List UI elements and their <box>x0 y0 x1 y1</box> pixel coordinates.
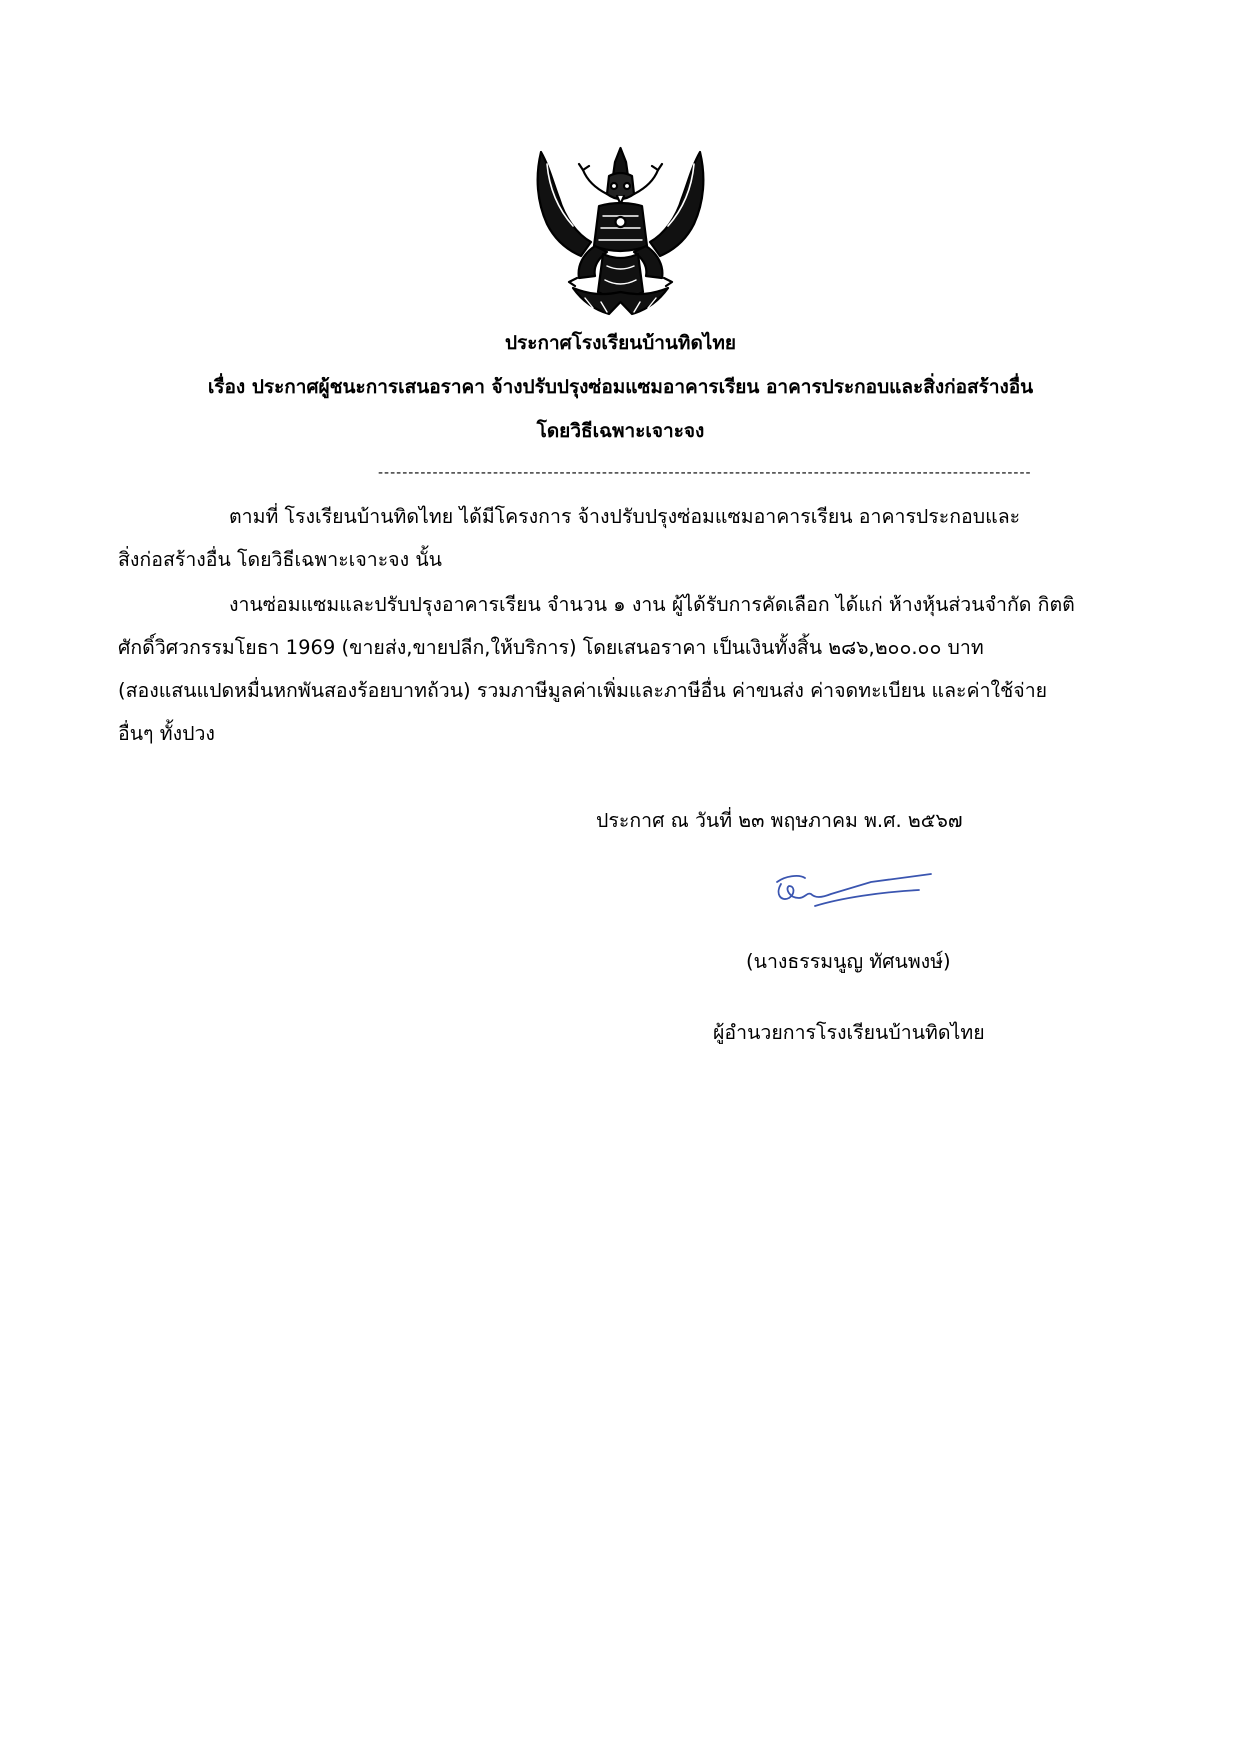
announcement-title: ประกาศโรงเรียนบ้านทิดไทย <box>504 332 736 354</box>
announcement-subject: เรื่อง ประกาศผู้ชนะการเสนอราคา จ้างปรับปรุงซ่อมแซมอาคารเรียน อาคารประกอบและสิ่งก่อสร้างอื่น <box>207 376 1034 398</box>
header-separator: ------------------------------------------------------------------------------------------------------------ <box>378 465 1032 481</box>
signer-title: ผู้อำนวยการโรงเรียนบ้านทิดไทย <box>713 1021 985 1044</box>
paragraph-1-line-2: สิ่งก่อสร้างอื่น โดยวิธีเฉพาะเจาะจง นั้น <box>118 548 442 571</box>
announcement-date: ประกาศ ณ วันที่ ๒๓ พฤษภาคม พ.ศ. ๒๕๖๗ <box>596 809 963 832</box>
paragraph-2-line-2: ศักดิ์วิศวกรรมโยธา 1969 (ขายส่ง,ขายปลีก,ให้บริการ) โดยเสนอราคา เป็นเงินทั้งสิ้น ๒๘๖,๒๐๐.๐๐ บาท <box>118 636 984 659</box>
signature-icon <box>771 868 941 928</box>
garuda-emblem-icon <box>533 142 708 320</box>
announcement-method: โดยวิธีเฉพาะเจาะจง <box>536 420 705 442</box>
paragraph-2-line-3: (สองแสนแปดหมื่นหกพันสองร้อยบาทถ้วน) รวมภาษีมูลค่าเพิ่มและภาษีอื่น ค่าขนส่ง ค่าจดทะเบียน และค่าใช้จ่าย <box>118 679 1048 702</box>
paragraph-2-line-4: อื่นๆ ทั้งปวง <box>118 722 215 745</box>
paragraph-1-line-1: ตามที่ โรงเรียนบ้านทิดไทย ได้มีโครงการ จ้างปรับปรุงซ่อมแซมอาคารเรียน อาคารประกอบและ <box>229 505 1021 528</box>
signer-name: (นางธรรมนูญ ทัศนพงษ์) <box>746 950 951 973</box>
paragraph-2-line-1: งานซ่อมแซมและปรับปรุงอาคารเรียน จำนวน ๑ งาน ผู้ได้รับการคัดเลือก ได้แก่ ห้างหุ้นส่วนจำกัด กิตติ <box>229 593 1075 616</box>
